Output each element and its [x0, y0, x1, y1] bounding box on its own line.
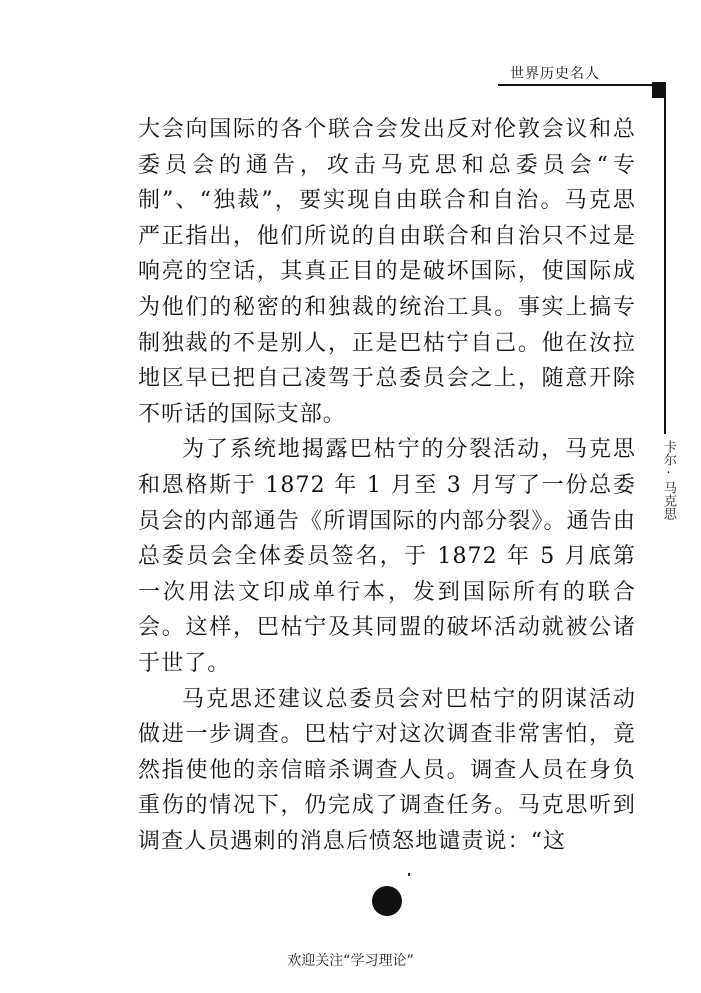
print-speck — [408, 873, 410, 876]
running-header-title: 世界历史名人 — [510, 66, 600, 82]
paragraph-1: 大会向国际的各个联合会发出反对伦敦会议和总委员会的通告，攻击马克思和总委员会“专制”、“独裁”，要实现自由联合和自治。马克思严正指出，他们所说的自由联合和自治只不过是响亮的空话，其真正目的是破坏国际，使国际成为他们的秘密的和独裁的统治工具。事实上搞专制独裁的不是别人，正是巴枯宁自己。他在汝拉地区早已把自己凌驾于总委员会之上，随意开除不听话的国际支部。 — [138, 117, 636, 427]
footer-note: 欢迎关注“学习理论” — [287, 953, 414, 969]
paragraph-3: 马克思还建议总委员会对巴枯宁的阴谋活动做进一步调查。巴枯宁对这次调查非常害怕，竟然指使他的亲信暗杀调查人员。调查人员在身负重伤的情况下，仍完成了调查任务。马克思听到调查人员遇刺的消息后愤怒地谴责说：“这 — [138, 686, 636, 854]
page-marker-dot — [372, 886, 402, 916]
side-tab-label: 卡尔·马克思 — [661, 440, 676, 520]
side-tab-line — [664, 96, 666, 434]
header-rule — [498, 84, 664, 86]
paragraph-2: 为了系统地揭露巴枯宁的分裂活动，马克思和恩格斯于 1872 年 1 月至 3 月写了一份总委员会的内部通告《所谓国际的内部分裂》。通告由总委员会全体委员签名，于 1872 年 5 月底第一次用法文印成单行本，发到国际所有的联合会。这样，巴枯宁及其同盟的破坏活动就被公诸于世了。 — [138, 437, 636, 676]
body-text — [138, 112, 636, 859]
